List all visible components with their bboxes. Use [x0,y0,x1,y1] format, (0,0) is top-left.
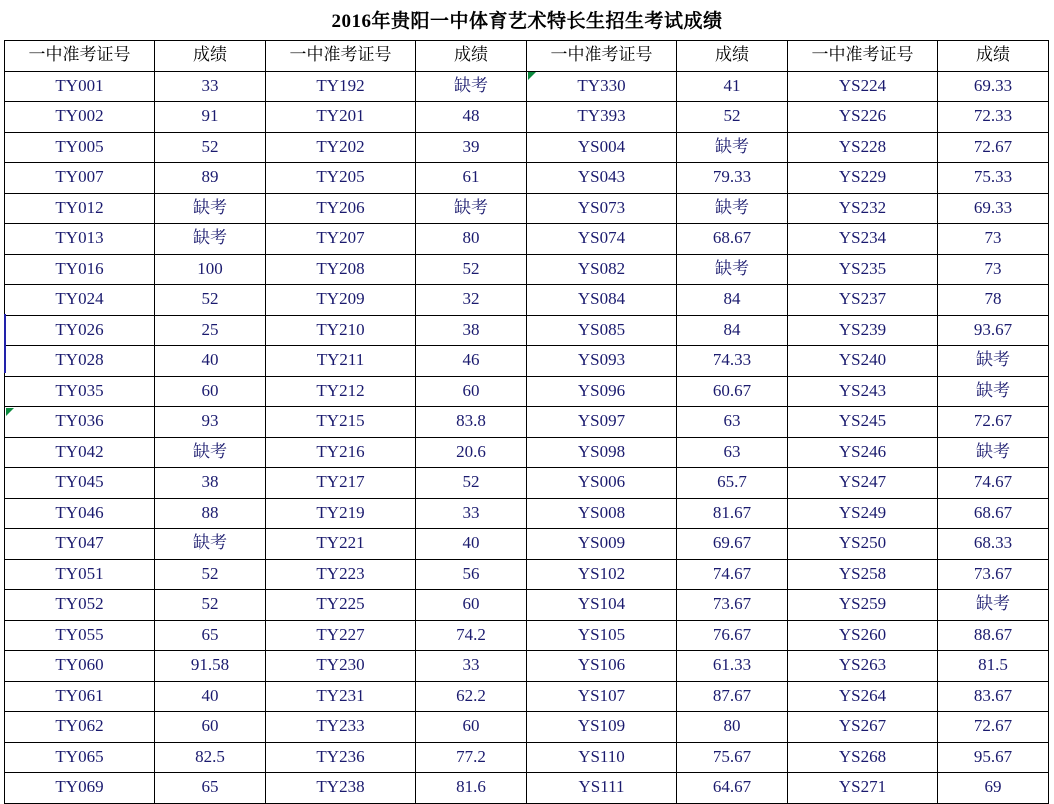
score-cell[interactable]: 33 [155,71,266,102]
score-cell[interactable]: 39 [416,132,527,163]
exam-id-cell[interactable]: TY051 [5,559,155,590]
exam-id-cell[interactable]: TY236 [266,742,416,773]
table-body [5,71,1049,803]
score-cell[interactable]: 61.33 [677,651,788,682]
exam-id-cell[interactable]: TY036 [5,407,155,438]
score-cell[interactable]: 缺考 [416,193,527,224]
exam-id-cell[interactable]: YS226 [788,102,938,133]
exam-id-cell[interactable]: YS247 [788,468,938,499]
exam-id-cell[interactable]: YS098 [527,437,677,468]
exam-id-cell[interactable]: TY207 [266,224,416,255]
score-cell[interactable]: 63 [677,407,788,438]
page-title: 2016年贵阳一中体育艺术特长生招生考试成绩 [331,11,723,32]
table-row [5,712,1049,743]
score-cell[interactable]: 93.67 [938,315,1049,346]
score-cell[interactable]: 75.33 [938,163,1049,194]
score-cell[interactable]: 77.2 [416,742,527,773]
exam-id-cell[interactable]: TY225 [266,590,416,621]
table-row [5,559,1049,590]
exam-id-cell[interactable]: TY215 [266,407,416,438]
exam-id-cell[interactable]: TY208 [266,254,416,285]
exam-id-cell[interactable]: TY210 [266,315,416,346]
exam-id-cell[interactable]: TY013 [5,224,155,255]
score-cell[interactable]: 缺考 [155,224,266,255]
exam-id-cell[interactable]: YS082 [527,254,677,285]
exam-id-cell[interactable]: YS246 [788,437,938,468]
exam-id-cell[interactable]: TY026 [5,315,155,346]
score-cell[interactable]: 88 [155,498,266,529]
exam-id-cell[interactable]: TY209 [266,285,416,316]
score-cell[interactable]: 91 [155,102,266,133]
score-cell[interactable]: 20.6 [416,437,527,468]
exam-id-cell[interactable]: YS073 [527,193,677,224]
column-header: 一中准考证号 [266,41,416,72]
exam-id-cell[interactable]: TY221 [266,529,416,560]
exam-id-cell[interactable]: TY055 [5,620,155,651]
score-cell[interactable]: 69.33 [938,71,1049,102]
score-cell[interactable]: 80 [416,224,527,255]
score-cell[interactable]: 41 [677,71,788,102]
score-cell[interactable]: 73 [938,224,1049,255]
exam-id-cell[interactable]: YS249 [788,498,938,529]
table-row [5,468,1049,499]
exam-id-cell[interactable]: YS106 [527,651,677,682]
table-row [5,193,1049,224]
exam-id-cell[interactable]: YS240 [788,346,938,377]
exam-id-cell[interactable]: YS105 [527,620,677,651]
exam-id-cell[interactable]: TY231 [266,681,416,712]
column-header: 成绩 [155,41,266,72]
exam-id-cell[interactable]: TY201 [266,102,416,133]
exam-id-cell[interactable]: TY206 [266,193,416,224]
score-cell[interactable]: 40 [155,681,266,712]
score-cell[interactable]: 缺考 [938,346,1049,377]
score-cell[interactable]: 48 [416,102,527,133]
table-row [5,498,1049,529]
table-row [5,102,1049,133]
score-cell[interactable]: 80 [677,712,788,743]
exam-id-cell[interactable]: YS085 [527,315,677,346]
column-header: 成绩 [938,41,1049,72]
score-cell[interactable]: 56 [416,559,527,590]
exam-id-cell[interactable]: TY042 [5,437,155,468]
table-row [5,773,1049,804]
score-cell[interactable]: 72.67 [938,132,1049,163]
exam-id-cell[interactable]: TY035 [5,376,155,407]
exam-id-cell[interactable]: TY216 [266,437,416,468]
score-cell[interactable]: 73.67 [677,590,788,621]
score-cell[interactable]: 81.6 [416,773,527,804]
score-cell[interactable]: 缺考 [155,193,266,224]
score-cell[interactable]: 40 [155,346,266,377]
column-header: 一中准考证号 [788,41,938,72]
score-cell[interactable]: 52 [155,590,266,621]
score-cell[interactable]: 65 [155,773,266,804]
score-cell[interactable]: 缺考 [677,132,788,163]
score-cell[interactable]: 52 [155,285,266,316]
score-cell[interactable]: 60 [416,712,527,743]
table-row [5,254,1049,285]
exam-id-cell[interactable]: TY062 [5,712,155,743]
score-cell[interactable]: 60.67 [677,376,788,407]
score-cell[interactable]: 60 [155,712,266,743]
table-row [5,285,1049,316]
exam-id-cell[interactable]: YS008 [527,498,677,529]
exam-id-cell[interactable]: TY007 [5,163,155,194]
score-cell[interactable]: 83.8 [416,407,527,438]
exam-id-cell[interactable]: YS084 [527,285,677,316]
table-row [5,651,1049,682]
score-cell[interactable]: 84 [677,315,788,346]
exam-id-cell[interactable]: TY016 [5,254,155,285]
score-cell[interactable]: 缺考 [677,254,788,285]
score-cell[interactable]: 84 [677,285,788,316]
exam-id-cell[interactable]: TY233 [266,712,416,743]
table-row [5,132,1049,163]
exam-id-cell[interactable]: YS243 [788,376,938,407]
exam-id-cell[interactable]: YS004 [527,132,677,163]
exam-id-cell[interactable]: TY211 [266,346,416,377]
score-cell[interactable]: 79.33 [677,163,788,194]
score-cell[interactable]: 74.2 [416,620,527,651]
score-cell[interactable]: 缺考 [938,376,1049,407]
score-cell[interactable]: 缺考 [938,590,1049,621]
score-cell[interactable]: 78 [938,285,1049,316]
exam-id-cell[interactable]: TY205 [266,163,416,194]
score-cell[interactable]: 72.33 [938,102,1049,133]
exam-id-cell[interactable]: YS093 [527,346,677,377]
score-cell[interactable]: 68.67 [938,498,1049,529]
exam-id-cell[interactable]: YS264 [788,681,938,712]
scores-table [4,40,1049,804]
score-cell[interactable]: 46 [416,346,527,377]
score-cell[interactable]: 缺考 [155,529,266,560]
exam-id-cell[interactable]: YS235 [788,254,938,285]
score-cell[interactable]: 60 [416,590,527,621]
exam-id-cell[interactable]: YS096 [527,376,677,407]
exam-id-cell[interactable]: YS111 [527,773,677,804]
exam-id-cell[interactable]: TY069 [5,773,155,804]
exam-id-cell[interactable]: TY223 [266,559,416,590]
exam-id-cell[interactable]: YS074 [527,224,677,255]
table-row [5,407,1049,438]
exam-id-cell[interactable]: YS271 [788,773,938,804]
column-header: 一中准考证号 [527,41,677,72]
score-cell[interactable]: 33 [416,651,527,682]
score-cell[interactable]: 88.67 [938,620,1049,651]
table-row [5,376,1049,407]
score-cell[interactable]: 74.67 [938,468,1049,499]
score-cell[interactable]: 74.67 [677,559,788,590]
score-cell[interactable]: 68.67 [677,224,788,255]
exam-id-cell[interactable]: YS258 [788,559,938,590]
score-cell[interactable]: 38 [416,315,527,346]
score-cell[interactable]: 69.67 [677,529,788,560]
exam-id-cell[interactable]: TY002 [5,102,155,133]
exam-id-cell[interactable]: TY047 [5,529,155,560]
exam-id-cell[interactable]: YS267 [788,712,938,743]
score-cell[interactable]: 32 [416,285,527,316]
score-cell[interactable]: 38 [155,468,266,499]
exam-id-cell[interactable]: TY192 [266,71,416,102]
score-cell[interactable]: 68.33 [938,529,1049,560]
exam-id-cell[interactable]: TY060 [5,651,155,682]
score-cell[interactable]: 69.33 [938,193,1049,224]
exam-id-cell[interactable]: TY061 [5,681,155,712]
exam-id-cell[interactable]: YS250 [788,529,938,560]
exam-id-cell[interactable]: YS006 [527,468,677,499]
exam-id-cell[interactable]: YS224 [788,71,938,102]
exam-id-cell[interactable]: TY393 [527,102,677,133]
score-cell[interactable]: 60 [155,376,266,407]
exam-id-cell[interactable]: YS263 [788,651,938,682]
exam-id-cell[interactable]: TY212 [266,376,416,407]
score-cell[interactable]: 73.67 [938,559,1049,590]
exam-id-cell[interactable]: YS228 [788,132,938,163]
exam-id-cell[interactable]: YS107 [527,681,677,712]
score-cell[interactable]: 缺考 [938,437,1049,468]
score-cell[interactable]: 缺考 [155,437,266,468]
exam-id-cell[interactable]: TY217 [266,468,416,499]
table-header [5,41,1049,72]
header-row [5,41,1049,72]
score-cell[interactable]: 40 [416,529,527,560]
table-row [5,742,1049,773]
exam-id-cell[interactable]: YS237 [788,285,938,316]
score-cell[interactable]: 52 [155,132,266,163]
exam-id-cell[interactable]: YS110 [527,742,677,773]
exam-id-cell[interactable]: YS268 [788,742,938,773]
table-row [5,163,1049,194]
exam-id-cell[interactable]: TY001 [5,71,155,102]
exam-id-cell[interactable]: YS229 [788,163,938,194]
score-cell[interactable]: 缺考 [677,193,788,224]
score-cell[interactable]: 100 [155,254,266,285]
score-cell[interactable]: 缺考 [416,71,527,102]
score-cell[interactable]: 81.67 [677,498,788,529]
column-header: 一中准考证号 [5,41,155,72]
table-row [5,71,1049,102]
exam-id-cell[interactable]: YS239 [788,315,938,346]
score-cell[interactable]: 63 [677,437,788,468]
table-row [5,346,1049,377]
exam-id-cell[interactable]: TY230 [266,651,416,682]
score-cell[interactable]: 25 [155,315,266,346]
exam-id-cell[interactable]: TY219 [266,498,416,529]
table-row [5,315,1049,346]
exam-id-cell[interactable]: YS043 [527,163,677,194]
score-cell[interactable]: 52 [677,102,788,133]
column-header: 成绩 [416,41,527,72]
exam-id-cell[interactable]: TY024 [5,285,155,316]
exam-id-cell[interactable]: YS259 [788,590,938,621]
exam-id-cell[interactable]: YS104 [527,590,677,621]
column-header: 成绩 [677,41,788,72]
exam-id-cell[interactable]: YS260 [788,620,938,651]
table-row [5,437,1049,468]
exam-id-cell[interactable]: YS232 [788,193,938,224]
score-cell[interactable]: 73 [938,254,1049,285]
score-cell[interactable]: 87.67 [677,681,788,712]
exam-id-cell[interactable]: TY012 [5,193,155,224]
exam-id-cell[interactable]: TY005 [5,132,155,163]
table-row [5,529,1049,560]
exam-id-cell[interactable]: TY202 [266,132,416,163]
score-cell[interactable]: 72.67 [938,407,1049,438]
exam-id-cell[interactable]: YS097 [527,407,677,438]
score-cell[interactable]: 33 [416,498,527,529]
score-cell[interactable]: 81.5 [938,651,1049,682]
score-cell[interactable]: 83.67 [938,681,1049,712]
score-cell[interactable]: 52 [416,468,527,499]
score-cell[interactable]: 89 [155,163,266,194]
score-cell[interactable]: 62.2 [416,681,527,712]
score-cell[interactable]: 65.7 [677,468,788,499]
exam-id-cell[interactable]: TY065 [5,742,155,773]
exam-id-cell[interactable]: YS109 [527,712,677,743]
score-cell[interactable]: 52 [416,254,527,285]
score-cell[interactable]: 91.58 [155,651,266,682]
exam-id-cell[interactable]: TY227 [266,620,416,651]
exam-id-cell[interactable]: YS102 [527,559,677,590]
score-cell[interactable]: 60 [416,376,527,407]
exam-id-cell[interactable]: YS234 [788,224,938,255]
score-cell[interactable]: 61 [416,163,527,194]
exam-id-cell[interactable]: YS009 [527,529,677,560]
exam-id-cell[interactable]: YS245 [788,407,938,438]
score-cell[interactable]: 64.67 [677,773,788,804]
score-cell[interactable]: 76.67 [677,620,788,651]
score-cell[interactable]: 72.67 [938,712,1049,743]
score-cell[interactable]: 95.67 [938,742,1049,773]
score-cell[interactable]: 65 [155,620,266,651]
score-cell[interactable]: 52 [155,559,266,590]
table-row [5,620,1049,651]
exam-id-cell[interactable]: TY052 [5,590,155,621]
table-row [5,224,1049,255]
exam-id-cell[interactable]: TY028 [5,346,155,377]
score-cell[interactable]: 69 [938,773,1049,804]
table-row [5,681,1049,712]
score-cell[interactable]: 82.5 [155,742,266,773]
exam-id-cell[interactable]: TY046 [5,498,155,529]
exam-id-cell[interactable]: TY045 [5,468,155,499]
score-cell[interactable]: 74.33 [677,346,788,377]
score-cell[interactable]: 75.67 [677,742,788,773]
exam-id-cell[interactable]: TY330 [527,71,677,102]
score-cell[interactable]: 93 [155,407,266,438]
table-row [5,590,1049,621]
exam-id-cell[interactable]: TY238 [266,773,416,804]
